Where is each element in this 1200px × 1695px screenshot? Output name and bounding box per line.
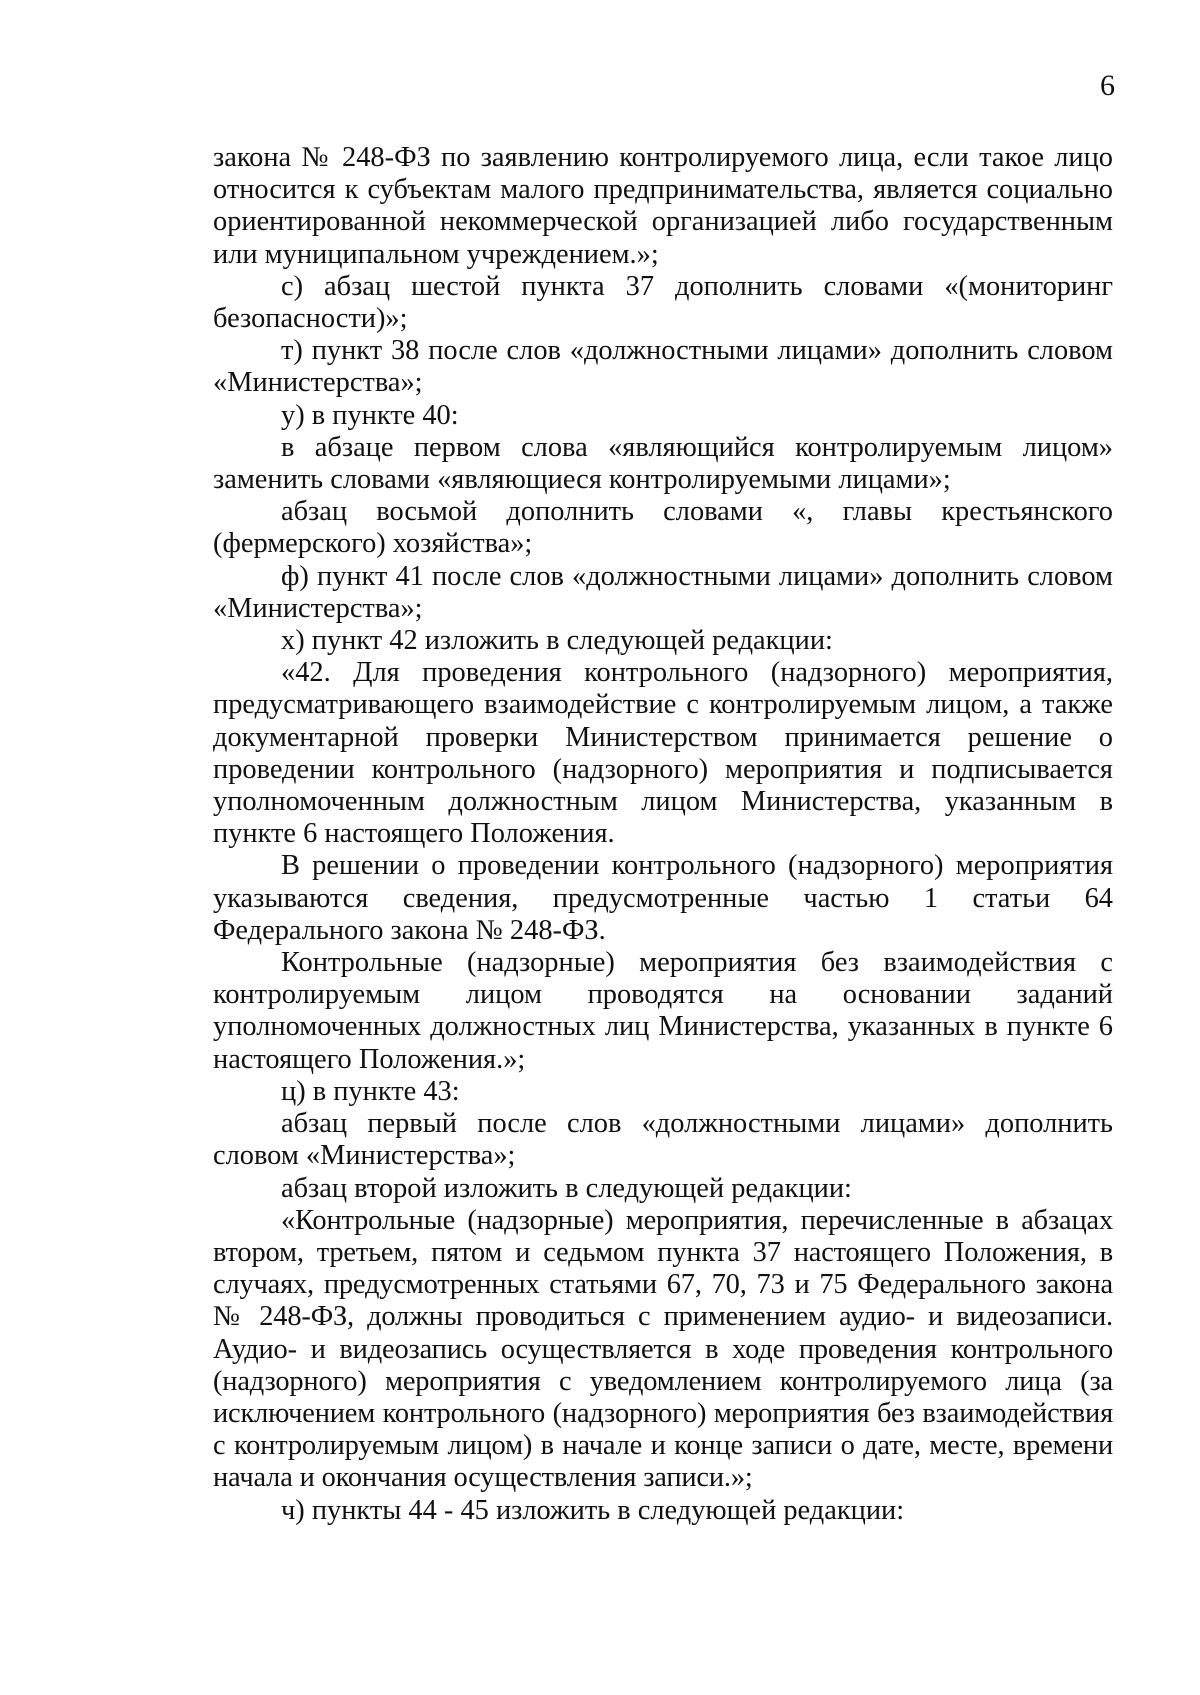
paragraph-item-s: с) абзац шестой пункта 37 дополнить словами «(мониторинг безопасности)»; xyxy=(213,270,1113,335)
paragraph-43-first-abzac: абзац первый после слов «должностными лицами» дополнить словом «Министерства»; xyxy=(213,1108,1113,1172)
paragraph-item-t: т) пункт 38 после слов «должностными лицами» дополнить словом «Министерства»; xyxy=(213,335,1113,399)
paragraph-item-ch: ч) пункты 44 - 45 изложить в следующей редакции: xyxy=(281,1494,905,1526)
paragraph-item-f: ф) пункт 41 после слов «должностными лицами» дополнить словом «Министерства»; xyxy=(213,560,1113,624)
paragraph-point-42-tasks: Контрольные (надзорные) мероприятия без взаимодействия с контролируемым лицом проводятся на основании заданий уполномоченных должностных лиц Министерства, указанных в пункте 6 настоящего Положения.»; xyxy=(213,947,1113,1075)
paragraph-item-kh: х) пункт 42 изложить в следующей редакции: xyxy=(281,625,833,657)
paragraph-point-42-decision: В решении о проведении контрольного (надзорного) мероприятия указываются сведения, предусмотренные частью 1 статьи 64 Федерального закона № 248-ФЗ. xyxy=(213,850,1113,946)
document-body xyxy=(213,142,1113,1527)
paragraph-43-new-text: «Контрольные (надзорные) мероприятия, перечисленные в абзацах втором, третьем, пятом и седьмом пункта 37 настоящего Положения, в случаях, предусмотренных статьями 67, 70, 73 и 75 Федерального закона № 248-ФЗ, должны проводиться с применением аудио- и видеозаписи. Аудио- и видеозапись осуществляется в ходе проведения контрольного (надзорного) мероприятия с уведомлением контролируемого лица (за исключением контрольного (надзорного) мероприятия без взаимодействия с контролируемым лицом) в начале и конце записи о дате, месте, времени начала и окончания осуществления записи.»; xyxy=(213,1204,1113,1494)
paragraph-item-ts: ц) в пункте 43: xyxy=(281,1075,460,1107)
paragraph-u-eighth-abzac: абзац восьмой дополнить словами «, главы крестьянского (фермерского) хозяйства»; xyxy=(213,496,1113,560)
page-number: 6 xyxy=(1100,69,1115,102)
paragraph-u-first-abzac: в абзаце первом слова «являющийся контролируемым лицом» заменить словами «являющиеся контролируемыми лицами»; xyxy=(213,431,1113,496)
paragraph-point-42: «42. Для проведения контрольного (надзорного) мероприятия, предусматривающего взаимодействие с контролируемым лицом, а также документарной проверки Министерством принимается решение о проведении контрольного (надзорного) мероприятия и подписывается уполномоченным должностным лицом Министерства, указанным в пункте 6 настоящего Положения. xyxy=(213,657,1113,850)
paragraph-43-second-abzac: абзац второй изложить в следующей редакции: xyxy=(281,1172,852,1204)
paragraph-item-u: у) в пункте 40: xyxy=(281,399,459,431)
paragraph-continuation: закона № 248-ФЗ по заявлению контролируемого лица, если такое лицо относится к субъектам малого предпринимательства, является социально ориентированной некоммерческой организацией либо государственным или муниципальном учреждением.»; xyxy=(213,142,1113,270)
